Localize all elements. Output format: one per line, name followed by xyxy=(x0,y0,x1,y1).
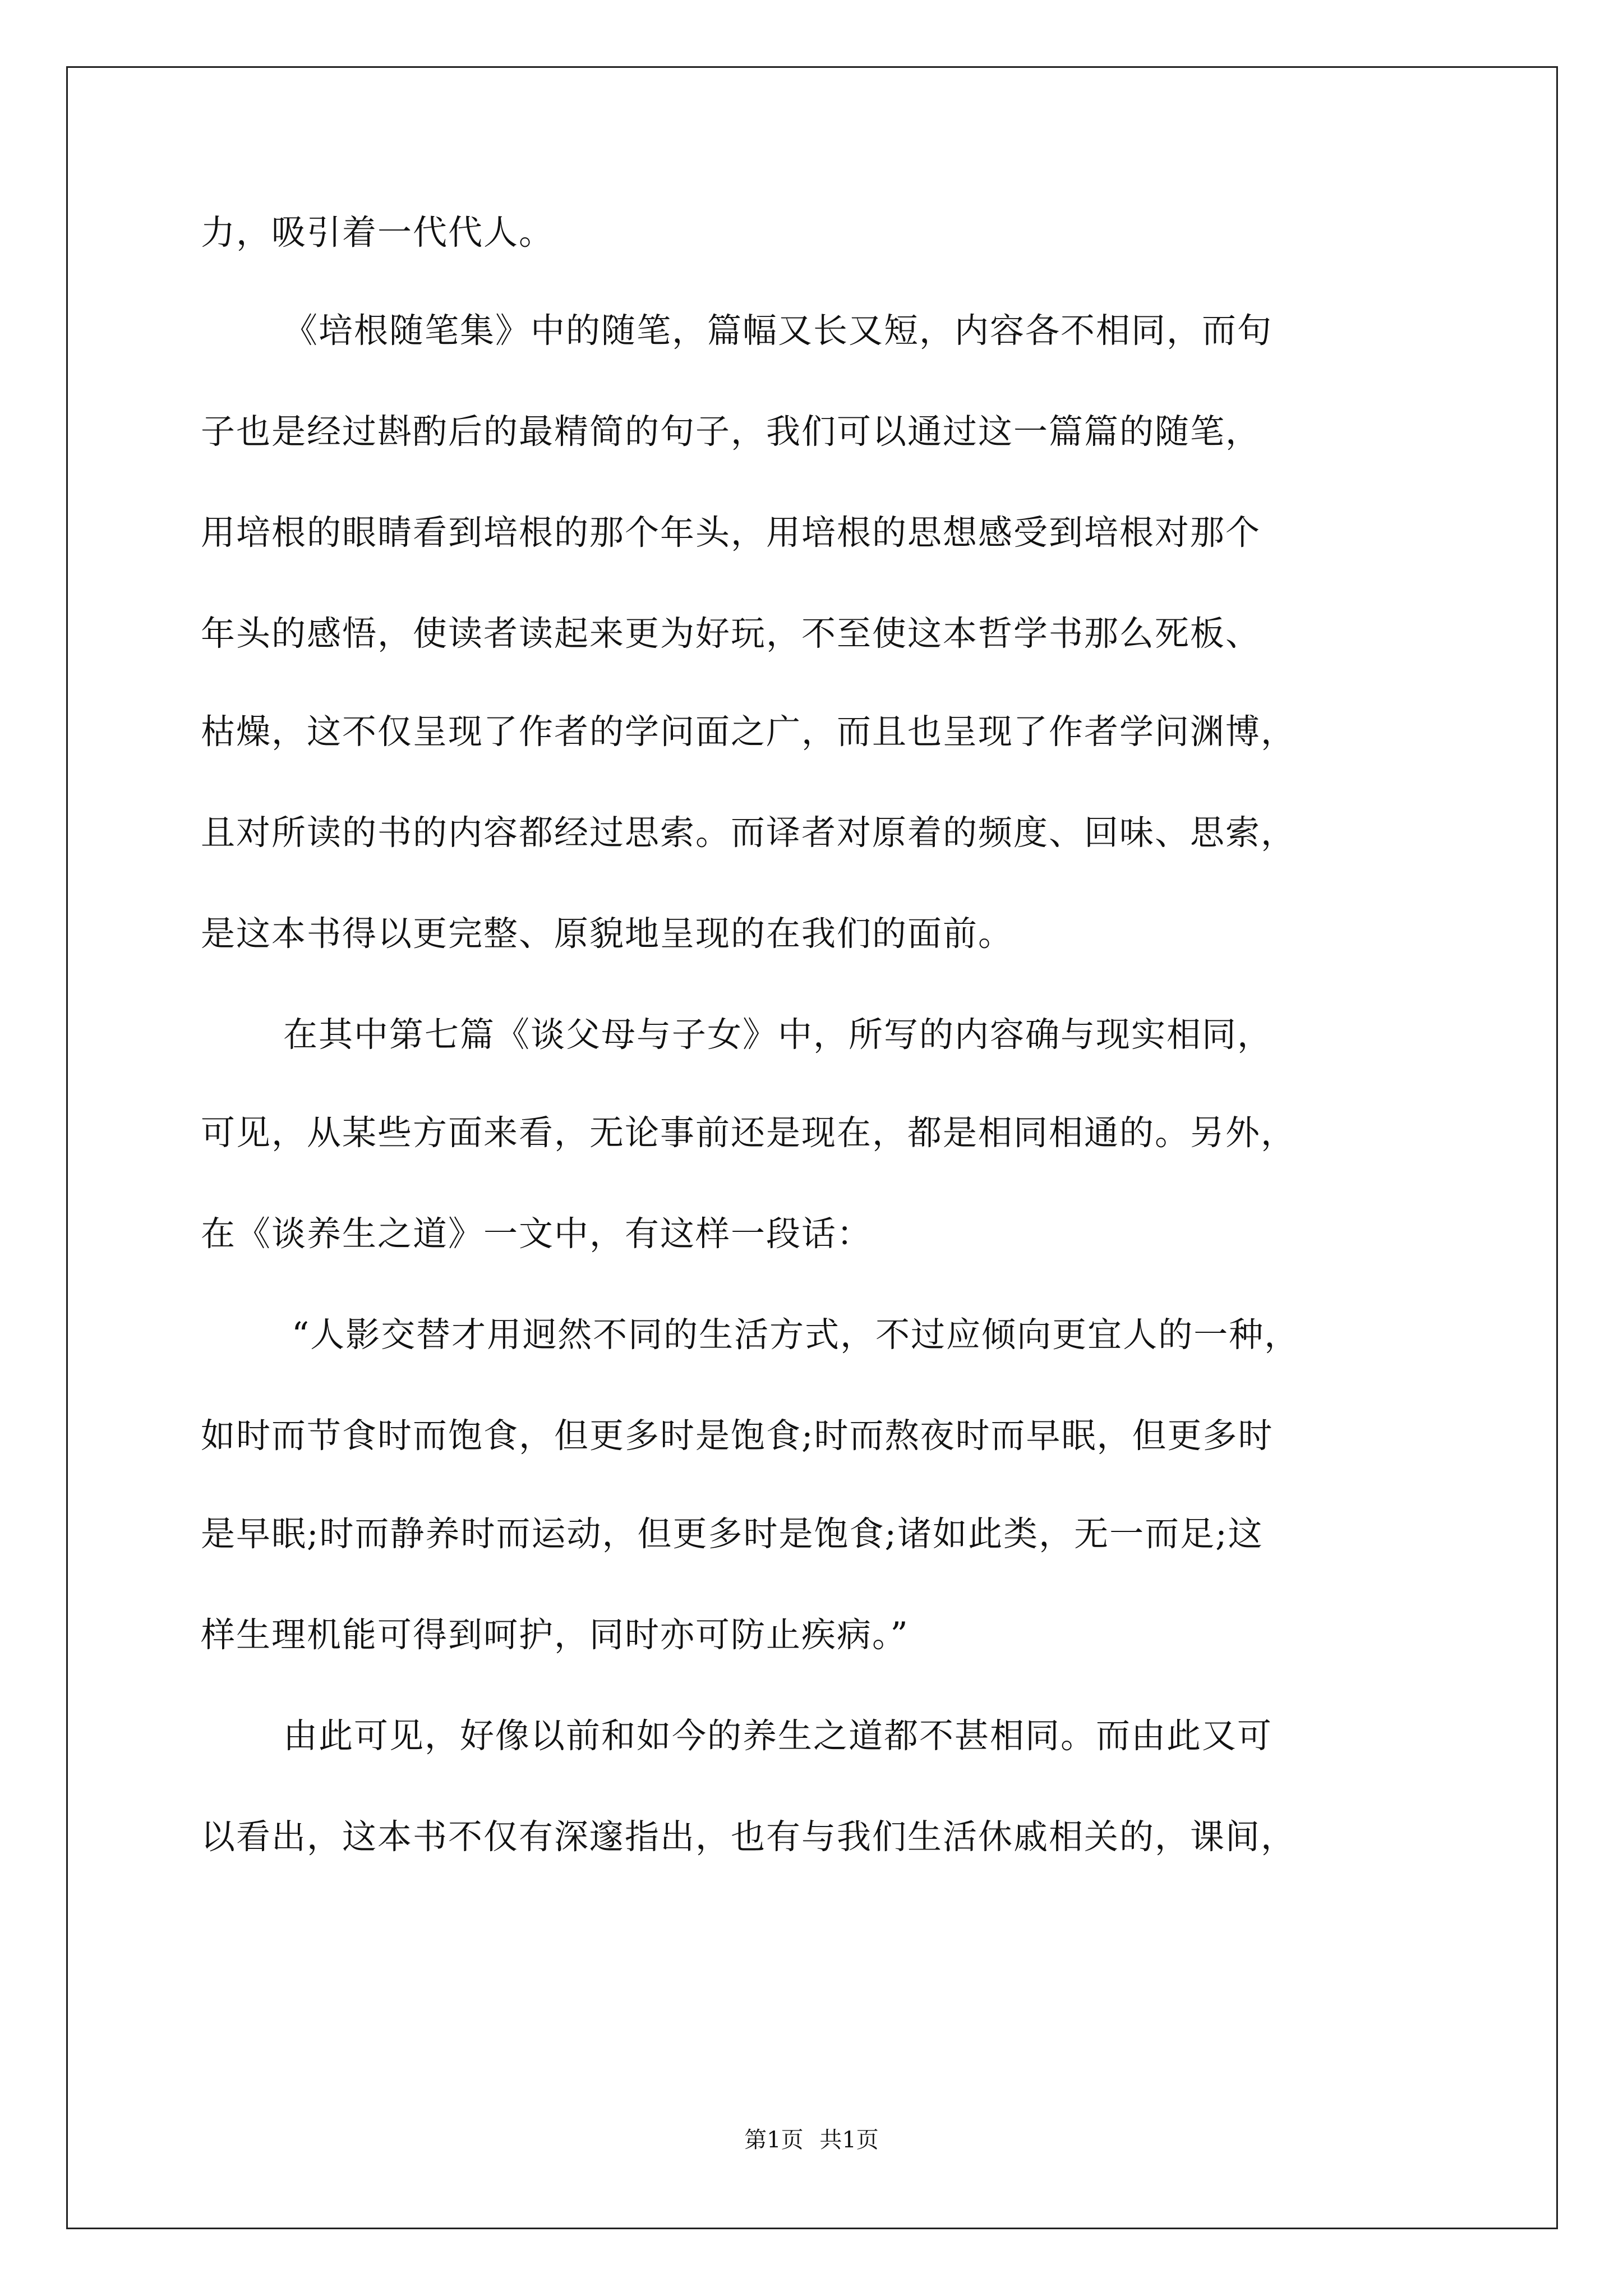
text-line: 用培根的眼睛看到培根的那个年头，用培根的思想感受到培根对那个 xyxy=(201,513,1261,553)
text-line: 在其中第七篇《谈父母与子女》中，所写的内容确与现实相同， xyxy=(283,1015,1273,1055)
page-total: 共1页 xyxy=(819,2127,879,2153)
text-line: 子也是经过斟酌后的最精简的句子，我们可以通过这一篇篇的随笔， xyxy=(201,412,1261,452)
text-line: 年头的感悟，使读者读起来更为好玩，不至使这本哲学书那么死板、 xyxy=(201,614,1261,654)
text-line: 且对所读的书的内容都经过思索。而译者对原着的频度、回味、思索， xyxy=(201,813,1297,853)
text-line: 如时而节食时而饱食，但更多时是饱食;时而熬夜时而早眠，但更多时 xyxy=(201,1416,1274,1456)
page-number: 第1页 xyxy=(744,2127,804,2153)
text-line: 《培根随笔集》中的随笔，篇幅又长又短，内容各不相同，而句 xyxy=(283,311,1273,351)
text-line: 由此可见，好像以前和如今的养生之道都不甚相同。而由此又可 xyxy=(283,1716,1273,1756)
text-line: 是这本书得以更完整、原貌地呈现的在我们的面前。 xyxy=(201,914,1014,954)
page-footer xyxy=(0,2126,1623,2154)
text-line: 样生理机能可得到呵护，同时亦可防止疾病。” xyxy=(201,1615,909,1655)
text-line: “人影交替才用迥然不同的生活方式，不过应倾向更宜人的一种， xyxy=(292,1315,1300,1355)
text-line: 以看出，这本书不仅有深邃指出，也有与我们生活休戚相关的，课间， xyxy=(201,1817,1297,1857)
text-line: 是早眠;时而静养时而运动，但更多时是饱食;诸如此类，无一而足;这 xyxy=(201,1514,1264,1554)
text-line: 枯燥，这不仅呈现了作者的学问面之广，而且也呈现了作者学问渊博， xyxy=(201,712,1297,752)
text-line: 在《谈养生之道》一文中，有这样一段话： xyxy=(201,1214,873,1254)
text-line: 可见，从某些方面来看，无论事前还是现在，都是相同相通的。另外， xyxy=(201,1113,1297,1153)
text-line: 力，吸引着一代代人。 xyxy=(201,213,555,252)
